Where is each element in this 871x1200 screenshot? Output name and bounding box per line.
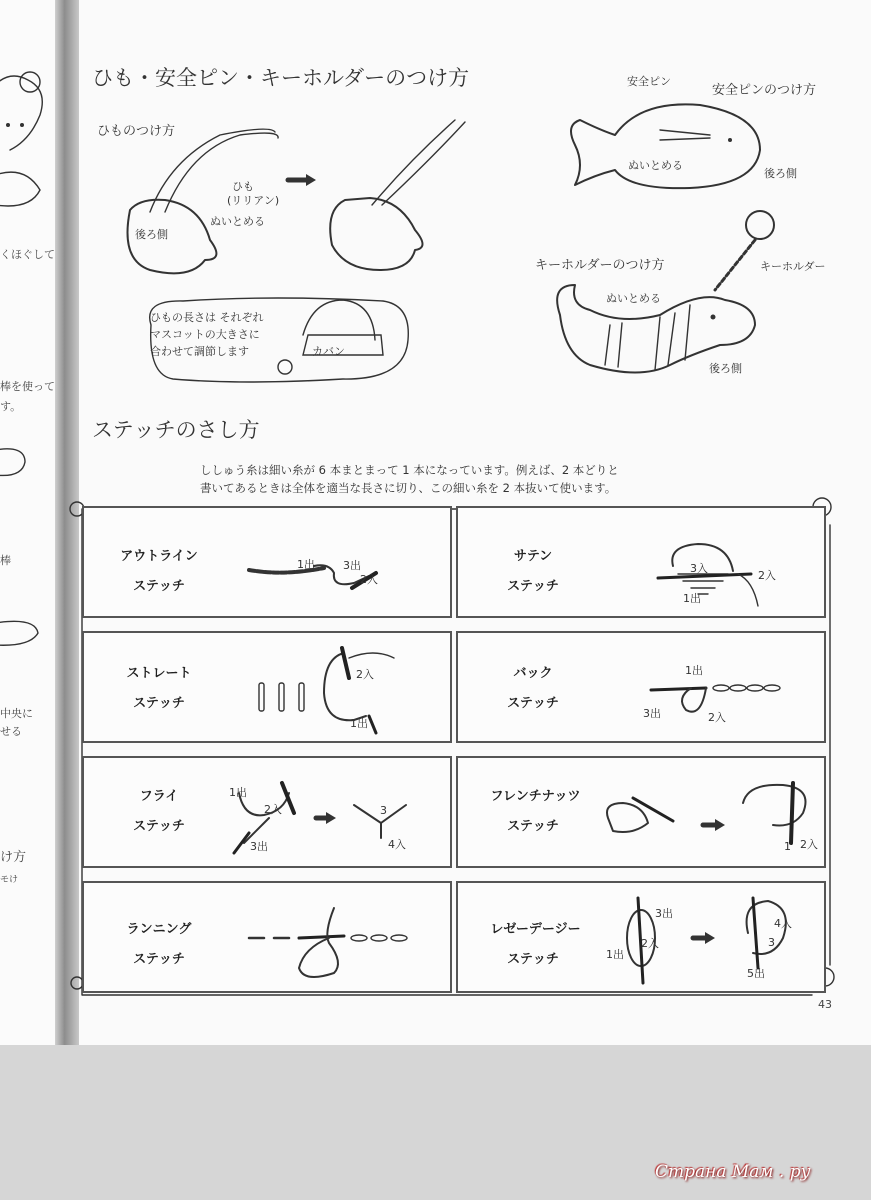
left-facing-page (0, 0, 58, 1045)
note-line3: 合わせて調節します (150, 345, 249, 358)
lazy-daisy-diagram (593, 883, 813, 988)
page-number: 43 (818, 998, 832, 1011)
section1-title: ひも・安全ピン・キーホルダーのつけ方 (92, 66, 470, 90)
stitch-daisy-name1: レゼーデージー (490, 922, 581, 937)
stitch-straight-name2: ステッチ (133, 696, 185, 711)
french-mark-2: 2入 (800, 838, 818, 851)
fish-pin-drawing (560, 90, 780, 210)
label-back-string: 後ろ側 (135, 228, 168, 241)
left-fragment-7: け方 (0, 850, 27, 865)
stitch-cell-outline (82, 506, 452, 618)
fly-mark-3: 3出 (250, 840, 268, 853)
daisy-mark-1: 1出 (606, 948, 624, 961)
stitch-cell-satin (456, 506, 826, 618)
label-sew-key: ぬいとめる (606, 292, 661, 305)
daisy-mark-2: 2入 (641, 937, 659, 950)
outline-mark-3: 3出 (343, 559, 361, 572)
stitch-daisy-name2: ステッチ (507, 952, 559, 967)
snake-keyholder-drawing (550, 205, 800, 395)
bear-outline-drawing (0, 0, 58, 230)
fly-mark-4: 4入 (388, 838, 406, 851)
pin-heading: 安全ピンのつけ方 (712, 83, 817, 98)
label-ribbon: (リリアン) (227, 194, 280, 207)
stitch-back-name1: バック (513, 666, 553, 681)
stitch-french-name2: ステッチ (507, 819, 559, 834)
left-fragment-1: くほぐして (0, 248, 55, 261)
outline-stitch-diagram (244, 528, 394, 608)
label-keyholder: キーホルダー (760, 260, 826, 273)
daisy-mark-3b: 3 (768, 936, 775, 949)
label-sew-pin: ぬいとめる (628, 159, 683, 172)
note-bag-label: カバン (312, 345, 345, 358)
outline-mark-2: 2入 (360, 573, 378, 586)
site-watermark: Страна Мам . ру (655, 1162, 811, 1182)
back-mark-3: 3出 (643, 707, 661, 720)
string-heading: ひものつけ方 (97, 124, 176, 139)
stitch-fly-name1: フライ (139, 789, 179, 804)
left-fragment-4: 棒 (0, 554, 11, 567)
stitch-running-name2: ステッチ (133, 952, 185, 967)
fly-mark-3b: 3 (380, 804, 387, 817)
stitch-fly-name2: ステッチ (133, 819, 185, 834)
left-fragment-6: せる (0, 725, 22, 738)
stitch-grid (82, 506, 834, 994)
fly-mark-2: 2入 (264, 803, 282, 816)
stitch-cell-french (456, 756, 826, 868)
stitch-french-name1: フレンチナッツ (490, 789, 581, 804)
left-fragment-5: 中央に (0, 707, 33, 720)
intro-line2: 書いてあるときは全体を適当な長さに切り、この細い糸を 2 本抜いて使います。 (200, 481, 617, 495)
stitch-running-name1: ランニング (126, 922, 192, 937)
stitch-cell-fly (82, 756, 452, 868)
note-line2: マスコットの大きさに (150, 328, 260, 341)
satin-mark-1: 1出 (683, 592, 701, 605)
label-back-key: 後ろ側 (709, 362, 742, 375)
left-shape-1 (0, 440, 58, 520)
left-shape-2 (0, 615, 58, 695)
straight-mark-2: 2入 (356, 668, 374, 681)
label-string: ひも (232, 180, 254, 193)
intro-line1: ししゅう糸は細い糸が 6 本まとまって 1 本になっています。例えば、2 本どりと (200, 463, 619, 477)
label-sew-string: ぬいとめる (210, 215, 265, 228)
stitch-cell-straight (82, 631, 452, 743)
straight-stitch-diagram (254, 638, 404, 738)
left-fragment-2: 棒を使って (0, 380, 55, 393)
outline-mark-1: 1出 (297, 558, 315, 571)
straight-mark-1: 1出 (350, 717, 368, 730)
section2-title: ステッチのさし方 (92, 418, 260, 442)
fly-mark-1: 1出 (229, 786, 247, 799)
stitch-straight-name1: ストレート (126, 666, 192, 681)
keyholder-heading: キーホルダーのつけ方 (535, 258, 665, 273)
stitch-satin-name2: ステッチ (507, 579, 559, 594)
daisy-mark-5: 5出 (747, 967, 765, 980)
satin-mark-2: 2入 (758, 569, 776, 582)
stitch-cell-back (456, 631, 826, 743)
stitch-back-name2: ステッチ (507, 696, 559, 711)
label-pin: 安全ピン (627, 75, 671, 88)
daisy-mark-4: 4入 (774, 917, 792, 930)
stitch-cell-lazy-daisy (456, 881, 826, 993)
back-mark-2: 2入 (708, 711, 726, 724)
note-line1: ひもの長さは それぞれ (150, 311, 264, 324)
stitch-outline-name2: ステッチ (133, 579, 185, 594)
satin-mark-3: 3入 (690, 562, 708, 575)
back-stitch-diagram (646, 648, 816, 738)
stitch-outline-name1: アウトライン (120, 549, 198, 564)
satin-stitch-diagram (653, 526, 803, 616)
stitch-cell-running (82, 881, 452, 993)
back-mark-1: 1出 (685, 664, 703, 677)
left-fragment-8: モけ (0, 875, 19, 885)
left-fragment-3: す。 (0, 400, 22, 413)
french-mark-1: 1 (784, 840, 791, 853)
daisy-mark-3: 3出 (655, 907, 673, 920)
running-stitch-diagram (244, 888, 454, 988)
label-back-pin: 後ろ側 (764, 167, 797, 180)
stitch-satin-name1: サテン (513, 549, 553, 564)
